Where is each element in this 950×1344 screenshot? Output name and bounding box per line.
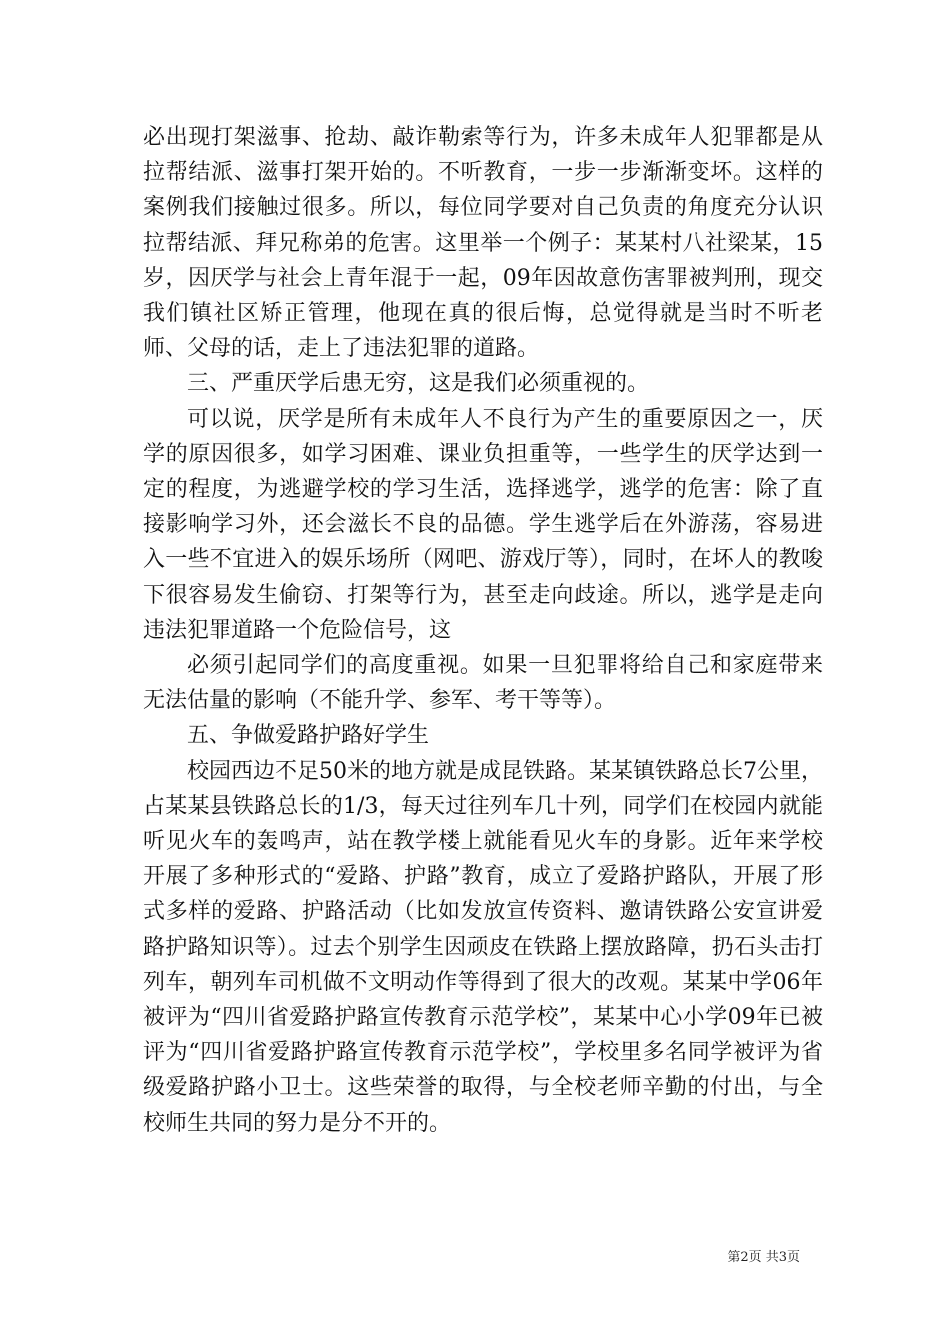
section-heading-5: 五、争做爱路护路好学生 [187,723,430,749]
paragraph-attention: 必须引起同学们的高度重视。如果一旦犯罪将给自己和家庭带来无法估量的影响（不能升学、参军、考干等等）。 [143,653,823,714]
paragraph-railway: 校园西边不足50米的地方就是成昆铁路。某某镇铁路总长7公里，占某某县铁路总长的1/3，每天过往列车几十列，同学们在校园内就能听见火车的轰鸣声，站在教学楼上就能看见火车的身影。近年来学校开展了多种形式的“爱路、护路”教育，成立了爱路护路队，开展了形式多样的爱路、护路活动（比如发放宣传资料、邀请铁路公安宣讲爱路护路知识等）。过去个别学生因顽皮在铁路上摆放路障，扔石头击打列车，朝列车司机做不文明动作等得到了很大的改观。某某中学06年被评为“四川省爱路护路宣传教育示范学校”，某某中心小学09年已被评为“四川省爱路护路宣传教育示范学校”，学校里多名同学被评为省级爱路护路小卫士。这些荣誉的取得，与全校老师辛勤的付出，与全校师生共同的努力是分不开的。 [143,758,823,1136]
paragraph-continuation: 必出现打架滋事、抢劫、敲诈勒索等行为，许多未成年人犯罪都是从拉帮结派、滋事打架开始的。不听教育，一步一步渐渐变坏。这样的案例我们接触过很多。所以，每位同学要对自己负责的角度充分认识拉帮结派、拜兄称弟的危害。这里举一个例子：某某村八社梁某，15岁，因厌学与社会上青年混于一起，09年因故意伤害罪被判刑，现交我们镇社区矫正管理，他现在真的很后悔，总觉得就是当时不听老师、父母的话，走上了违法犯罪的道路。 [143,125,823,362]
paragraph-truancy: 可以说，厌学是所有未成年人不良行为产生的重要原因之一，厌学的原因很多，如学习困难、课业负担重等，一些学生的厌学达到一定的程度，为逃避学校的学习生活，选择逃学，逃学的危害：除了直接影响学习外，还会滋长不良的品德。学生逃学后在外游荡，容易进入一些不宜进入的娱乐场所（网吧、游戏厅等），同时，在坏人的教唆下很容易发生偷窃、打架等行为，甚至走向歧途。所以，逃学是走向违法犯罪道路一个危险信号，这 [143,406,823,643]
page-number: 第2页 共3页 [727,1250,800,1265]
section-heading-3: 三、严重厌学后患无穷，这是我们必须重视的。 [187,371,650,397]
document-body [143,120,823,1141]
